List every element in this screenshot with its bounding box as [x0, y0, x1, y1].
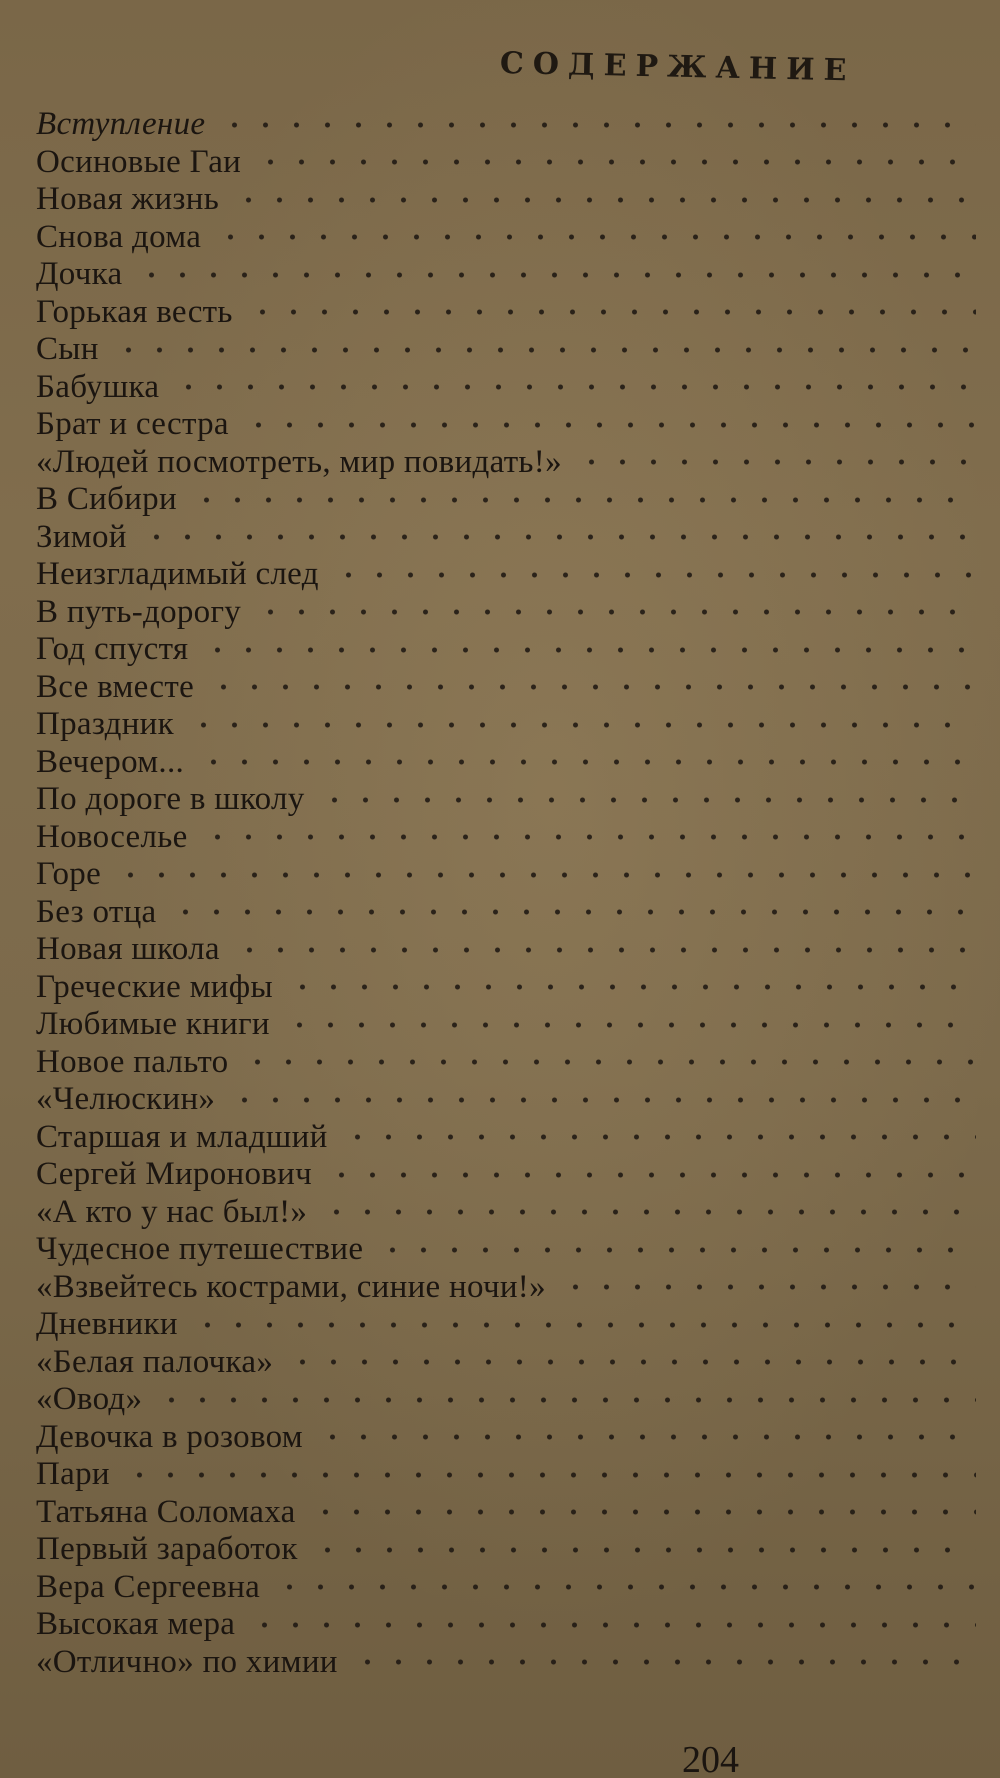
- toc-entry: [36, 331, 976, 369]
- toc-entry-label: Горе: [36, 856, 102, 892]
- dot-leader: [326, 1170, 976, 1180]
- dot-leader: [243, 420, 976, 430]
- toc-entry: [36, 1231, 976, 1269]
- toc-entry-label: Новая школа: [36, 931, 220, 967]
- dot-leader: [576, 457, 976, 467]
- toc-entry: [36, 1644, 976, 1682]
- toc-entry: [36, 556, 976, 594]
- toc-entry-label: Бабушка: [36, 368, 160, 405]
- dot-leader: [377, 1245, 976, 1255]
- dot-leader: [319, 795, 976, 805]
- dot-leader: [255, 607, 976, 617]
- toc-entry: [36, 519, 976, 557]
- toc-entry-label: Пари: [36, 1456, 110, 1492]
- toc-entry-label: «Отлично» по химии: [36, 1643, 338, 1680]
- toc-entry-label: «Белая палочка»: [36, 1343, 274, 1380]
- dot-leader: [255, 157, 976, 167]
- toc-entry-label: Татьяна Соломаха: [36, 1493, 296, 1530]
- toc-entry: [36, 669, 976, 707]
- toc-entry-label: «А кто у нас был!»: [36, 1193, 308, 1230]
- toc-entry: [36, 106, 976, 144]
- toc-entry-label: Вступление: [36, 106, 206, 142]
- dot-leader: [113, 345, 976, 355]
- toc-entry-label: Осиновые Гаи: [36, 143, 242, 180]
- dot-leader: [352, 1657, 976, 1667]
- dot-leader: [242, 1057, 976, 1067]
- toc-entry-label: Старшая и младший: [36, 1118, 328, 1155]
- dot-leader: [310, 1507, 976, 1517]
- toc-entry: [36, 1381, 976, 1419]
- toc-entry-label: «Людей посмотреть, мир повидать!»: [36, 443, 562, 480]
- toc-entry-label: Греческие мифы: [36, 968, 273, 1005]
- dot-leader: [198, 757, 976, 767]
- toc-entry-label: «Челюскин»: [36, 1081, 216, 1117]
- toc-entry-label: Без отца: [36, 893, 157, 930]
- toc-entry-label: Высокая мера: [36, 1606, 236, 1642]
- toc-entry: [36, 219, 976, 257]
- toc-entry: [36, 819, 976, 857]
- toc-entry-label: Дочка: [36, 256, 123, 292]
- toc-entry-label: Снова дома: [36, 218, 202, 255]
- toc-entry-label: Неизгладимый след: [36, 556, 319, 592]
- dot-leader: [284, 1020, 976, 1030]
- toc-entry: [36, 144, 976, 182]
- toc-entry: [36, 181, 976, 219]
- dot-leader: [234, 945, 976, 955]
- toc-entry: [36, 1119, 976, 1157]
- toc-entry-label: Новоселье: [36, 818, 188, 855]
- toc-entry-label: Год спустя: [36, 631, 189, 667]
- dot-leader: [124, 1470, 976, 1480]
- toc-entry-label: Зимой: [36, 518, 127, 555]
- toc-entry-label: «Взвейтесь кострами, синие ночи!»: [36, 1268, 546, 1305]
- dot-leader: [274, 1582, 976, 1592]
- dot-leader: [317, 1432, 976, 1442]
- toc-entry-label: Сын: [36, 331, 99, 367]
- toc-entry-label: Новая жизнь: [36, 181, 220, 217]
- toc-entry-label: Вера Сергеевна: [36, 1568, 261, 1605]
- toc-entry-label: Брат и сестра: [36, 406, 229, 442]
- toc-entry-label: «Овод»: [36, 1381, 143, 1417]
- toc-entry: [36, 369, 976, 407]
- toc-entry: [36, 856, 976, 894]
- toc-entry: [36, 1456, 976, 1494]
- dot-leader: [287, 982, 976, 992]
- dot-leader: [249, 1620, 976, 1630]
- toc-entry: [36, 1494, 976, 1532]
- toc-entry: [36, 406, 976, 444]
- toc-entry: [36, 744, 976, 782]
- dot-leader: [560, 1282, 976, 1292]
- toc-entry: [36, 1156, 976, 1194]
- dot-leader: [202, 645, 976, 655]
- toc-entry: [36, 931, 976, 969]
- toc-entry: [36, 1269, 976, 1307]
- toc-entry: [36, 1569, 976, 1607]
- dot-leader: [202, 832, 976, 842]
- dot-leader: [170, 907, 976, 917]
- dot-leader: [321, 1207, 976, 1217]
- toc-entry: [36, 1306, 976, 1344]
- dot-leader: [312, 1545, 976, 1555]
- toc-entry: [36, 969, 976, 1007]
- page-number: 204: [682, 1739, 739, 1778]
- toc-entry-label: Дневники: [36, 1306, 178, 1342]
- toc-entry: [36, 1044, 976, 1082]
- toc-entry: [36, 444, 976, 482]
- dot-leader: [333, 570, 976, 580]
- dot-leader: [215, 232, 976, 242]
- toc-entry: [36, 1344, 976, 1382]
- dot-leader: [287, 1357, 976, 1367]
- dot-leader: [136, 270, 976, 280]
- toc-entry: [36, 894, 976, 932]
- dot-leader: [191, 495, 976, 505]
- dot-leader: [208, 682, 976, 692]
- dot-leader: [229, 1095, 976, 1105]
- toc-entry-label: Чудесное путешествие: [36, 1231, 364, 1267]
- toc-entry-label: В путь-дорогу: [36, 593, 242, 630]
- toc-entry: [36, 706, 976, 744]
- dot-leader: [233, 195, 976, 205]
- toc-entry-label: Все вместе: [36, 668, 195, 705]
- toc-entry: [36, 1194, 976, 1232]
- toc-entry: [36, 781, 976, 819]
- toc-entry-label: Новое пальто: [36, 1043, 229, 1080]
- toc-entry-label: Праздник: [36, 706, 174, 742]
- toc-entry: [36, 1081, 976, 1119]
- toc-entry-label: В Сибири: [36, 481, 177, 517]
- toc-entry-label: Любимые книги: [36, 1006, 270, 1042]
- toc-entry-label: Первый заработок: [36, 1531, 298, 1567]
- toc-entry-label: По дороге в школу: [36, 781, 305, 817]
- toc-entry: [36, 631, 976, 669]
- toc-entry-label: Горькая весть: [36, 293, 233, 330]
- dot-leader: [219, 120, 976, 130]
- dot-leader: [156, 1395, 976, 1405]
- toc-entry-label: Девочка в розовом: [36, 1418, 303, 1455]
- page-title: СОДЕРЖАНИЕ: [499, 46, 856, 89]
- toc-entry: [36, 594, 976, 632]
- toc-entry: [36, 256, 976, 294]
- dot-leader: [342, 1132, 976, 1142]
- dot-leader: [192, 1320, 976, 1330]
- toc-entry-label: Сергей Миронович: [36, 1156, 313, 1192]
- table-of-contents: [36, 106, 976, 1681]
- toc-entry-label: Вечером...: [36, 743, 185, 780]
- dot-leader: [115, 870, 976, 880]
- toc-entry: [36, 294, 976, 332]
- dot-leader: [141, 532, 976, 542]
- toc-entry: [36, 1419, 976, 1457]
- toc-entry: [36, 1006, 976, 1044]
- dot-leader: [188, 720, 976, 730]
- dot-leader: [173, 382, 976, 392]
- dot-leader: [247, 307, 976, 317]
- toc-entry: [36, 481, 976, 519]
- toc-entry: [36, 1606, 976, 1644]
- toc-entry: [36, 1531, 976, 1569]
